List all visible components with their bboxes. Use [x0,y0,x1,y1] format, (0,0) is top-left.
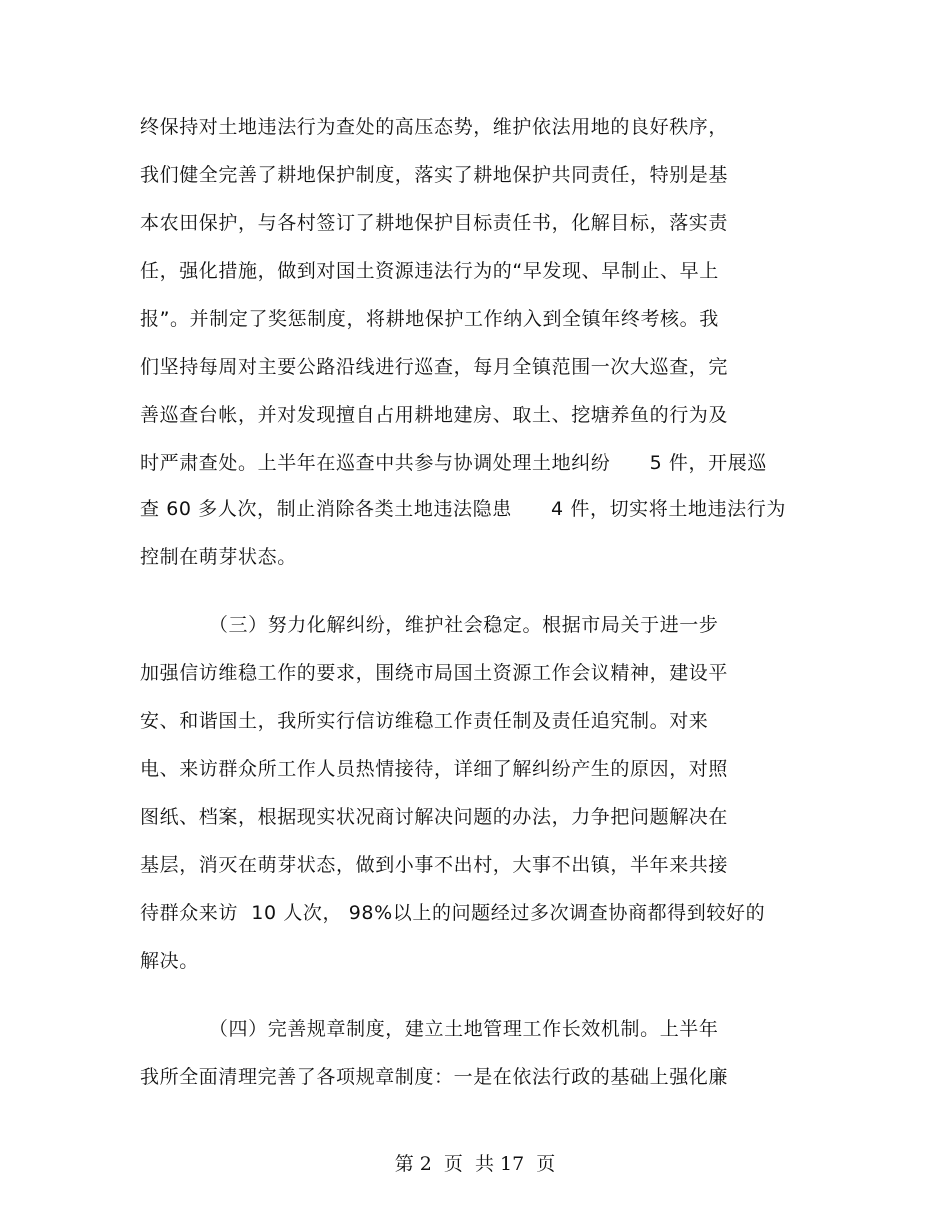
text-line: 加强信访维稳工作的要求，围绕市局国土资源工作会议精神，建设平 [140,662,729,684]
text-line: 善巡查台帐，并对发现擅自占用耕地建房、取土、挖塘养鱼的行为及 [140,404,729,426]
text-line: 时严肃查处。上半年在巡查中共参与协调处理土地纠纷 5 件，开展巡 [140,452,767,474]
text-line: 电、来访群众所工作人员热情接待，详细了解纠纷产生的原因，对照 [140,758,729,780]
text-line: 终保持对土地违法行为查处的高压态势，维护依法用地的良好秩序， [140,116,729,138]
text-line: 我们健全完善了耕地保护制度，落实了耕地保护共同责任，特别是基 [140,164,729,186]
text-line: 我所全面清理完善了各项规章制度：一是在依法行政的基础上强化廉 [140,1066,729,1088]
text-line: 控制在萌芽状态。 [140,546,297,568]
text-line: 报”。并制定了奖惩制度，将耕地保护工作纳入到全镇年终考核。我 [140,308,719,330]
text-line: 查 60 多人次，制止消除各类土地违法隐患 4 件，切实将土地违法行为 [140,498,786,520]
text-line: 解决。 [140,950,199,972]
text-line: 图纸、档案，根据现实状况商讨解决问题的办法，力争把问题解决在 [140,806,729,828]
text-line: 待群众来访 10 人次， 98%以上的问题经过多次调查协商都得到较好的 [140,902,766,924]
text-line: 本农田保护，与各村签订了耕地保护目标责任书，化解目标，落实责 [140,212,729,234]
text-line: （三）努力化解纠纷，维护社会稳定。根据市局关于进一步 [140,614,719,636]
text-line: （四）完善规章制度，建立土地管理工作长效机制。上半年 [140,1018,719,1040]
text-line: 们坚持每周对主要公路沿线进行巡查，每月全镇范围一次大巡查，完 [140,356,729,378]
text-line: 任，强化措施，做到对国土资源违法行为的“早发现、早制止、早上 [140,260,719,282]
text-line: 安、和谐国土，我所实行信访维稳工作责任制及责任追究制。对来 [140,710,709,732]
text-line: 基层，消灭在萌芽状态，做到小事不出村，大事不出镇，半年来共接 [140,854,729,876]
page-number-footer: 第 2 页 共 17 页 [394,1153,556,1175]
